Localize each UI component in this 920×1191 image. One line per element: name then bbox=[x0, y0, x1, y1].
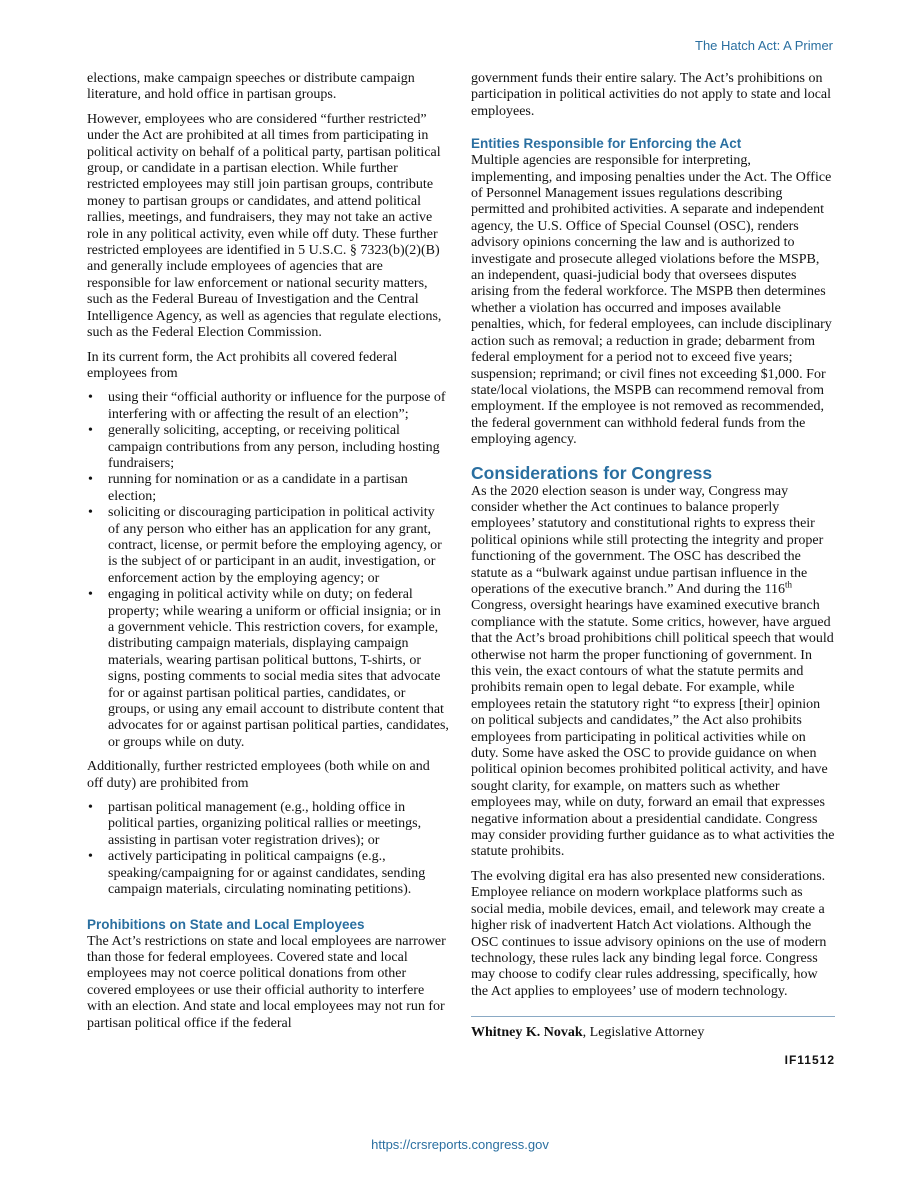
divider bbox=[471, 1016, 835, 1017]
paragraph: However, employees who are considered “further restricted” under the Act are prohibited at all times from participating in political activity on behalf of a political party, partisan political group, or candidate in a partisan election. While further restricted employees may still join partisan groups, contribute money to partisan groups or candidates, and attend political rallies, meetings, and fundraisers, they may not take an active role in any political activity, even while off duty. These further restricted employees are identified in 5 U.S.C. § 7323(b)(2)(B) and generally include employees of agencies that are responsible for law enforcement or national security matters, such as the Federal Bureau of Investigation and the Central Intelligence Agency, as well as agencies that regulate elections, such as the Federal Election Commission. bbox=[87, 111, 442, 341]
paragraph: The Act’s restrictions on state and local employees are narrower than those for federal employees. Covered state and local employees may not coerce political donations from other covered employees or use their official authority to interfere with an election. And state and local employees may not run for partisan political office if the federal bbox=[87, 933, 446, 1031]
right-column bbox=[471, 71, 835, 1068]
paragraph: Additionally, further restricted employees (both while on and off duty) are prohibited from bbox=[87, 759, 430, 791]
left-column bbox=[87, 71, 449, 1040]
paragraph: Multiple agencies are responsible for interpreting, implementing, and imposing penalties under the Act. The Office of Personnel Management issues regulations describing permitted and prohibited activities. A separate and independent agency, the U.S. Office of Special Counsel (OSC), renders advisory opinions concerning the law and is authorized to investigate and prosecute alleged violations before the MSPB, an independent, quasi-judicial body that oversees disputes arising from the federal workforce. The MSPB then determines whether a violation has occurred and imposes available penalties, which, for federal employees, can include disciplinary action such as removal; a reduction in grade; debarment from federal employment for a period not to exceed five years; suspension; reprimand; or civil fines not exceeding $1,000. For state/local violations, the MSPB can recommend removal from employment. If the employee is not removed as recommended, the federal government can withhold federal funds from the employing agency. bbox=[471, 153, 832, 448]
section-heading-entities: Entities Responsible for Enforcing the Act bbox=[471, 136, 742, 152]
list-item: • soliciting or discouraging participation in political activity of any person who either has an application for any grant, contract, license, or permit before the employing agency, or is the subject of or participant in an audit, investigation, or enforcement action by the employing agency; or bbox=[87, 505, 449, 587]
list-item: • using their “official authority or influence for the purpose of interfering with or affecting the result of an election”; bbox=[87, 390, 449, 423]
paragraph-text: Congress, oversight hearings have examined executive branch compliance with the statute. Some critics, however, have argued that the Act’s broad prohibitions chill political speech that would otherwise not harm the proper functioning of government. In this vein, the exact contours of what the statute permits and prohibits remain open to legal debate. For example, while employees retain the statutory right “to express [their] opinion on political subjects and candidates,” the Act also prohibits employees from participating in political activities while on duty. Some have asked the OSC to provide guidance on when political opinion becomes prohibited political activity, and have sought clarity, for example, on matters such as whether employees may, while on duty, forward an email that expresses negative information about a presidential candidate. Congress may consider providing further guidance as to what activities the statute prohibits. bbox=[471, 598, 835, 860]
list-item: • running for nomination or as a candidate in a partisan election; bbox=[87, 472, 449, 505]
section-heading-state-local: Prohibitions on State and Local Employees bbox=[87, 916, 365, 932]
superscript: th bbox=[785, 579, 793, 590]
paragraph bbox=[471, 484, 835, 861]
author-line bbox=[471, 1025, 835, 1041]
author-name: Whitney K. Novak bbox=[471, 1025, 583, 1041]
footer-url[interactable]: https://crsreports.congress.gov bbox=[371, 1137, 549, 1152]
paragraph-text: As the 2020 election season is under way, Congress may consider whether the Act continues to balance properly employees’ statutory and constitutional rights to express their political opinions while still protecting the integrity and proper functioning of the government. The OSC has described the statute as a “bulwark against undue partisan influence in the operations of the executive branch.” And during the 116 bbox=[471, 483, 824, 597]
document-id: IF11512 bbox=[784, 1052, 835, 1067]
list-item: • actively participating in political campaigns (e.g., speaking/campaigning for or against candidates, sending campaign materials, circulating nominating petitions). bbox=[87, 849, 449, 898]
paragraph: government funds their entire salary. The Act’s prohibitions on participation in political activities do not apply to state and local employees. bbox=[471, 71, 832, 119]
paragraph: In its current form, the Act prohibits all covered federal employees from bbox=[87, 349, 398, 381]
running-header: The Hatch Act: A Primer bbox=[695, 38, 833, 53]
author-title: , Legislative Attorney bbox=[582, 1025, 705, 1041]
list-item: • engaging in political activity while on duty; on federal property; while wearing a uniform or official insignia; or in a government vehicle. This restriction covers, for example, distributing campaign materials, displaying campaign materials, wearing partisan political buttons, T-shirts, or signs, posting comments to social media sites that advocate for or against partisan political parties, candidates, or groups, or using any email account to distribute content that advocates for or against partisan political parties, candidates, or groups while on duty. bbox=[87, 587, 449, 751]
paragraph: elections, make campaign speeches or distribute campaign literature, and hold office in partisan groups. bbox=[87, 71, 415, 103]
prohibitions-list bbox=[87, 390, 449, 751]
list-item: • partisan political management (e.g., holding office in political parties, organizing political rallies or meetings, assisting in partisan voter registration drives); or bbox=[87, 800, 449, 849]
further-restricted-list bbox=[87, 800, 449, 898]
list-item: • generally soliciting, accepting, or receiving political campaign contributions from any person, including hosting fundraisers; bbox=[87, 423, 449, 472]
paragraph: The evolving digital era has also presented new considerations. Employee reliance on modern workplace platforms such as social media, mobile devices, email, and telework may create a higher risk of inadvertent Hatch Act violations. Although the OSC continues to issue advisory opinions on the use of modern technology, these rules lack any binding legal force. Congress may choose to codify clear rules addressing, specifically, how the Act applies to employees’ use of modern technology. bbox=[471, 868, 827, 999]
section-heading-considerations: Considerations for Congress bbox=[471, 462, 713, 483]
